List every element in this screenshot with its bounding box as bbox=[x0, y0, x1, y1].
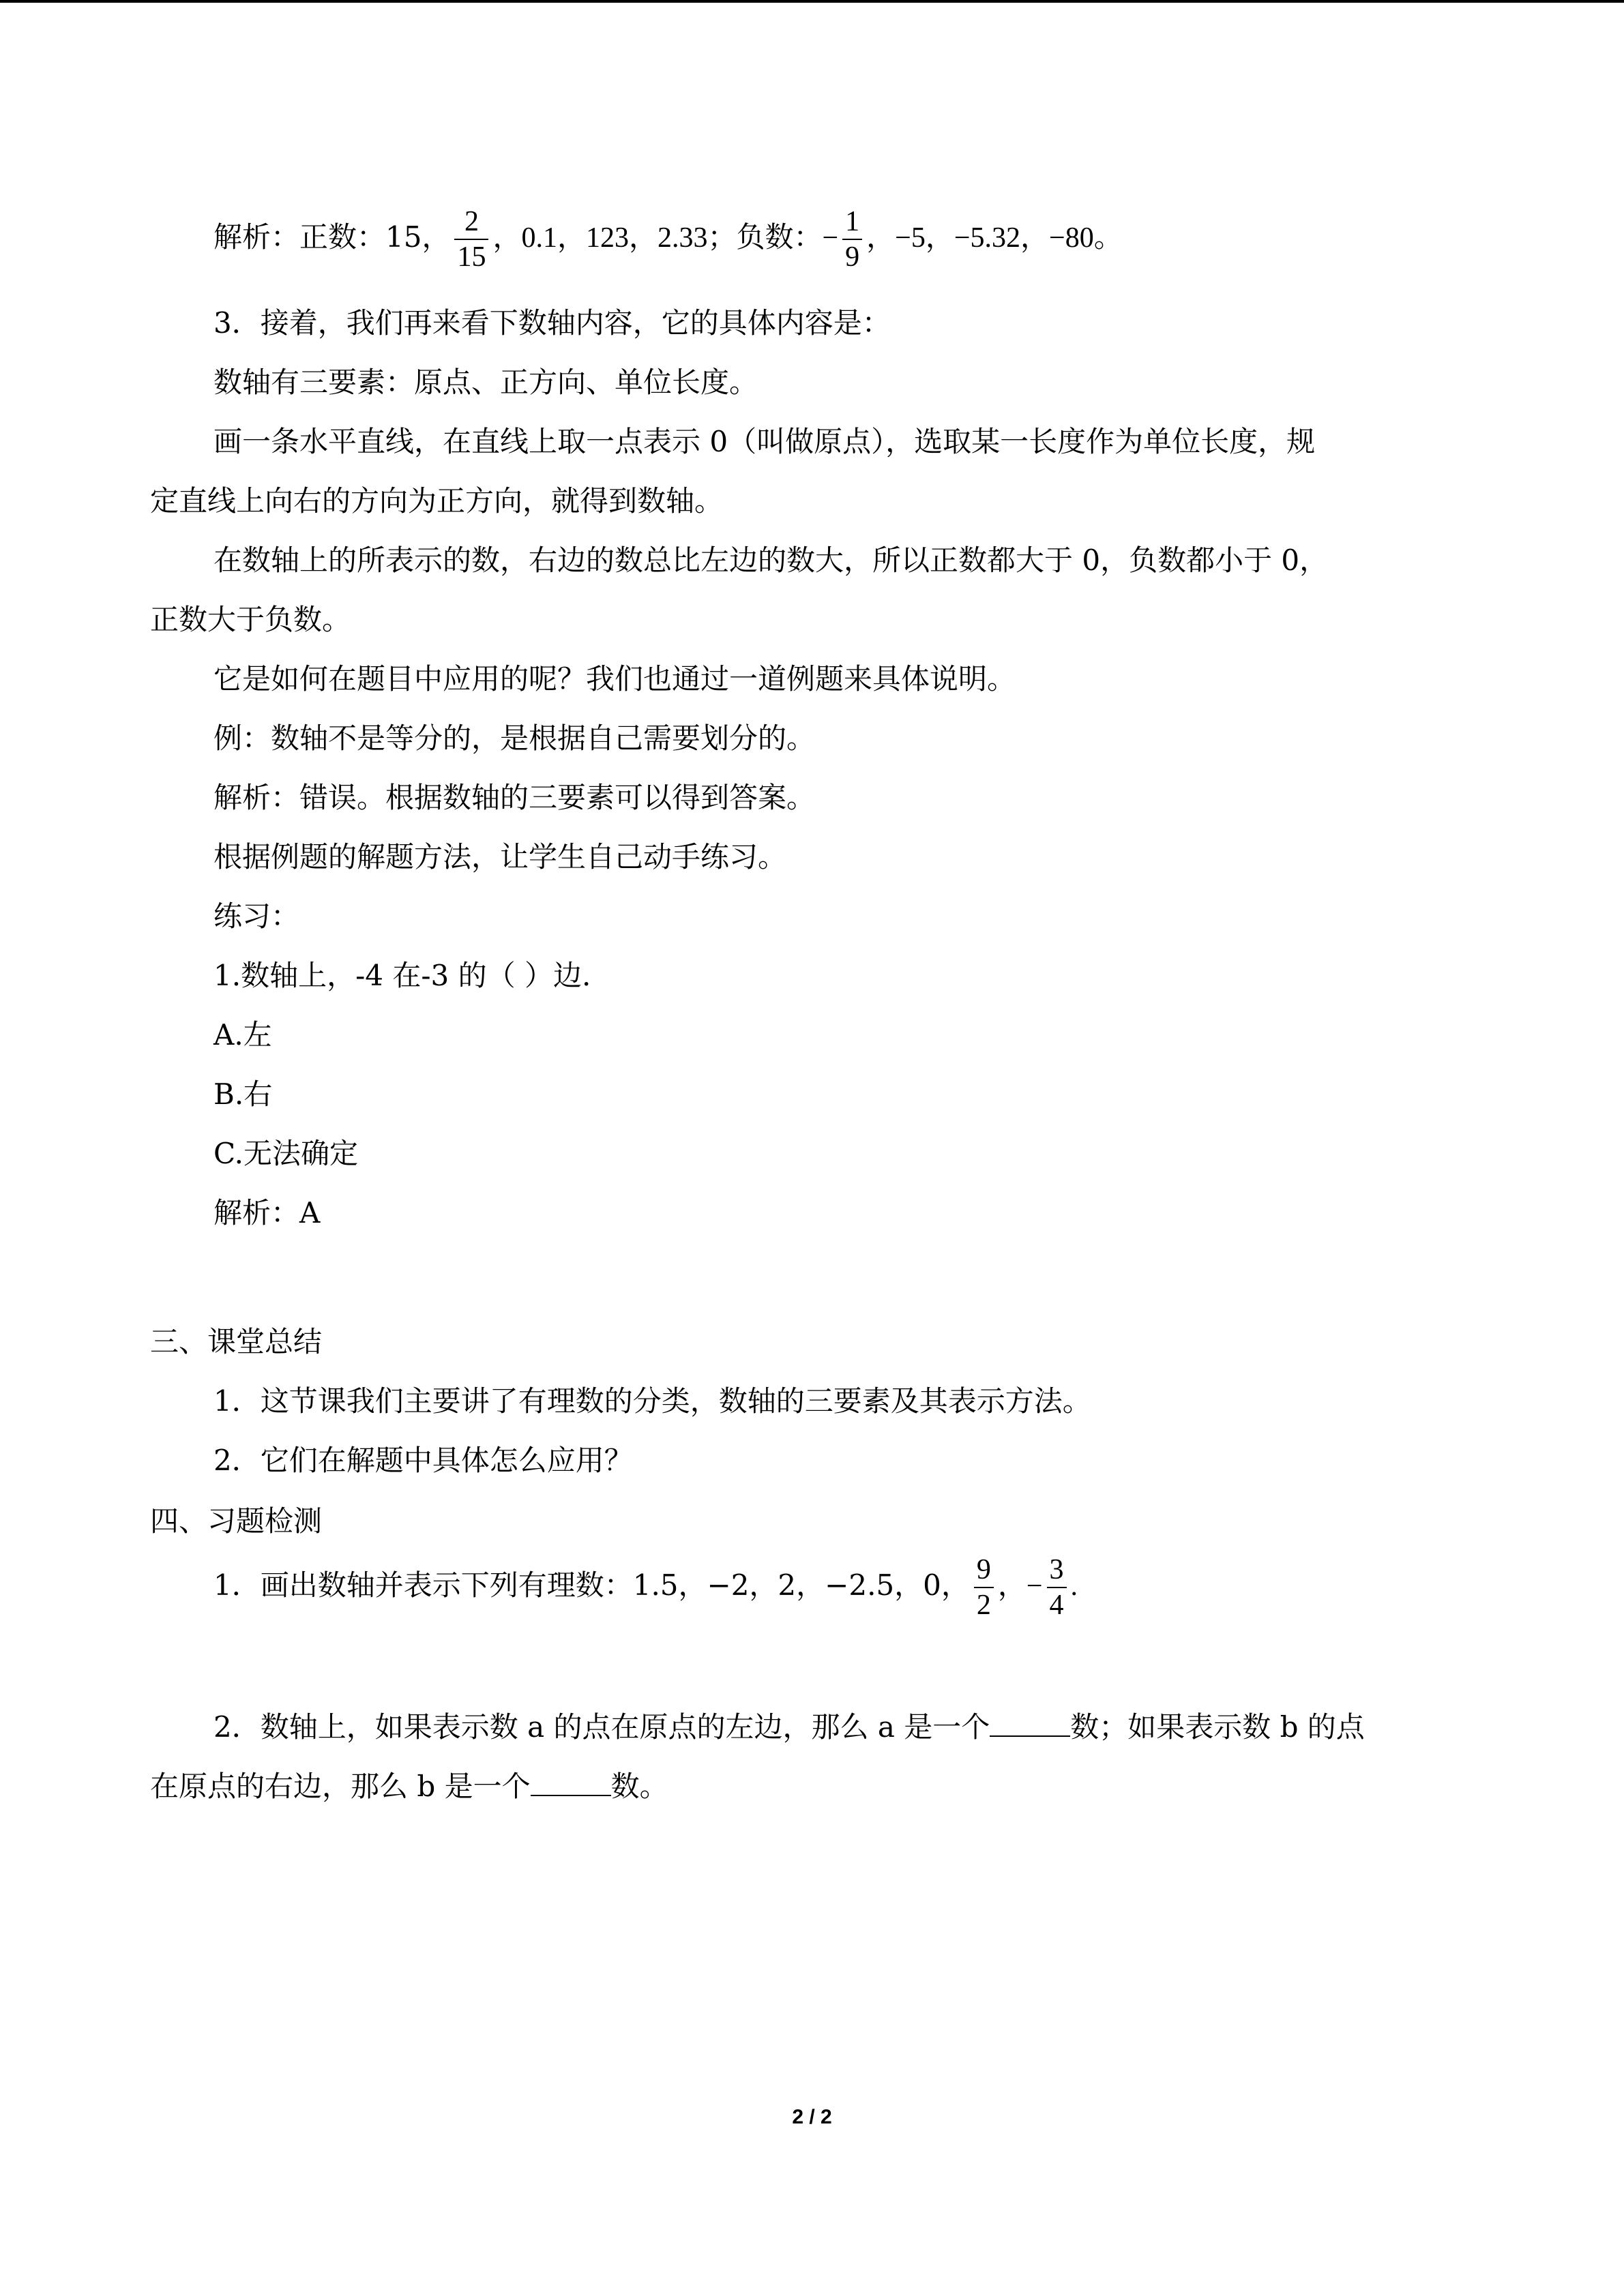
paragraph-draw-line-1: 画一条水平直线，在直线上取一点表示 0（叫做原点），选取某一长度作为单位长度，规 bbox=[213, 425, 1316, 458]
paragraph-compare-2: 正数大于负数。 bbox=[150, 603, 351, 636]
option-a: A.左 bbox=[213, 1018, 272, 1052]
fraction-numerator: 9 bbox=[974, 1553, 994, 1588]
section-3-heading: 三、课堂总结 bbox=[150, 1325, 323, 1358]
summary-item-1: 1．这节课我们主要讲了有理数的分类，数轴的三要素及其表示方法。 bbox=[213, 1384, 1091, 1418]
option-c: C.无法确定 bbox=[213, 1137, 358, 1170]
paragraph-compare-1: 在数轴上的所表示的数，右边的数总比左边的数大，所以正数都大于 0，负数都小于 0， bbox=[213, 543, 1329, 577]
fraction-denominator: 9 bbox=[845, 241, 860, 273]
answer-blank-2[interactable] bbox=[531, 1768, 611, 1796]
practice-answer: 解析：A bbox=[213, 1196, 321, 1229]
exercise-2-part1: 2．数轴上，如果表示数 a 的点在原点的左边，那么 a 是一个 bbox=[213, 1710, 990, 1744]
answer-blank-1[interactable] bbox=[990, 1708, 1070, 1737]
exercise-1-middle: ，− bbox=[997, 1570, 1043, 1602]
paragraph-application: 它是如何在题目中应用的呢？我们也通过一道例题来具体说明。 bbox=[213, 662, 1016, 696]
exercise-2-line-1 bbox=[213, 1708, 1365, 1746]
fraction-denominator: 4 bbox=[1049, 1590, 1064, 1621]
fraction-1-9 bbox=[842, 205, 862, 274]
analysis-suffix: ，−5，−5.32，−80。 bbox=[866, 222, 1123, 254]
example-analysis: 解析：错误。根据数轴的三要素可以得到答案。 bbox=[213, 781, 816, 814]
exercise-1-prefix: 1．画出数轴并表示下列有理数：1.5，−2，2，−2.5，0， bbox=[213, 1568, 970, 1602]
paragraph-number-line-intro: 3．接着，我们再来看下数轴内容，它的具体内容是： bbox=[213, 306, 891, 340]
analysis-prefix: 解析：正数：15， bbox=[213, 220, 451, 254]
exercise-2-line-2 bbox=[150, 1768, 668, 1806]
page-number: 2 / 2 bbox=[792, 2106, 832, 2128]
exercise-2-line2a: 在原点的右边，那么 b 是一个 bbox=[150, 1770, 531, 1803]
exercise-2-line2b: 数。 bbox=[610, 1770, 668, 1803]
paragraph-draw-line-2: 定直线上向右的方向为正方向，就得到数轴。 bbox=[150, 484, 724, 518]
exercise-1 bbox=[213, 1548, 1078, 1624]
fraction-numerator: 3 bbox=[1047, 1553, 1067, 1588]
fraction-2-15 bbox=[454, 205, 488, 274]
fraction-3-4 bbox=[1047, 1553, 1067, 1622]
fraction-numerator: 1 bbox=[842, 205, 862, 240]
practice-label: 练习： bbox=[213, 899, 300, 933]
practice-question-1: 1.数轴上，-4 在-3 的（ ）边. bbox=[213, 959, 591, 992]
example-question: 例：数轴不是等分的，是根据自己需要划分的。 bbox=[213, 721, 816, 755]
fraction-9-2 bbox=[974, 1553, 994, 1622]
section-4-heading: 四、习题检测 bbox=[150, 1504, 323, 1538]
option-b: B.右 bbox=[213, 1077, 273, 1111]
fraction-denominator: 15 bbox=[457, 241, 486, 273]
fraction-numerator: 2 bbox=[454, 205, 488, 240]
paragraph-three-elements: 数轴有三要素：原点、正方向、单位长度。 bbox=[213, 366, 758, 399]
exercise-2-part2: 数；如果表示数 b 的点 bbox=[1070, 1710, 1365, 1744]
summary-item-2: 2．它们在解题中具体怎么应用？ bbox=[213, 1444, 633, 1477]
top-border bbox=[0, 0, 1624, 3]
fraction-denominator: 2 bbox=[976, 1590, 991, 1621]
analysis-middle: ，0.1，123，2.33；负数：− bbox=[492, 222, 839, 254]
analysis-line bbox=[213, 200, 1123, 275]
exercise-1-suffix: . bbox=[1070, 1570, 1078, 1602]
paragraph-practice-intro: 根据例题的解题方法，让学生自己动手练习。 bbox=[213, 840, 787, 874]
